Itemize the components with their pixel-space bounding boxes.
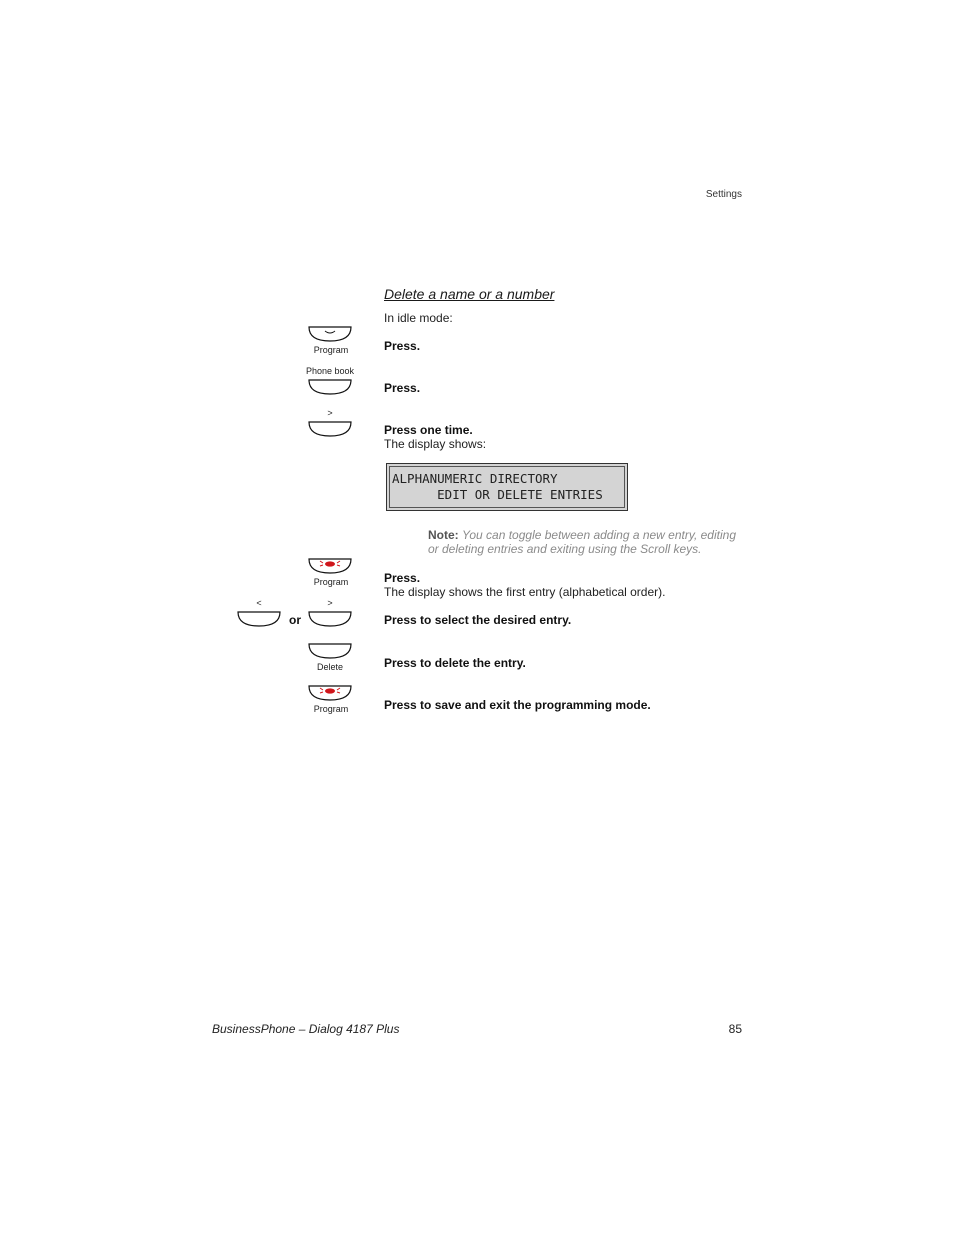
step-3-text: Press one time. [384,423,473,437]
page-number: 85 [728,1022,742,1036]
section-header: Settings [705,189,742,200]
program-key-label: Program [313,577,349,587]
phone-display [386,463,628,511]
footer-product: BusinessPhone – Dialog 4187 Plus [212,1022,400,1036]
or-label: or [289,613,301,627]
scroll-right-key-label: > [327,408,333,418]
step-6-text: Press to delete the entry. [384,656,526,670]
note [428,528,748,556]
display-line-2: EDIT OR DELETE ENTRIES [392,487,603,502]
note-text: You can toggle between adding a new entry, editing or deleting entries and exiting using the Scroll keys. [428,528,736,556]
program-key-label: Program [313,704,349,714]
step-4-text: Press. [384,571,421,585]
display-line-1: ALPHANUMERIC DIRECTORY [392,471,558,486]
program-key-led-icon[interactable] [308,558,352,574]
scroll-left-key-icon[interactable] [237,611,281,627]
phone-book-key-icon[interactable] [308,379,352,395]
note-label: Note: [428,528,459,542]
step-3-subtext: The display shows: [384,437,487,451]
step-7-text: Press to save and exit the programming mode. [384,698,651,712]
program-key-icon[interactable] [308,326,352,342]
step-4-subtext: The display shows the first entry (alphabetical order). [384,585,666,599]
scroll-right-key-icon[interactable] [308,421,352,437]
delete-key-label: Delete [316,662,343,672]
step-1-text: Press. [384,339,421,353]
scroll-left-key-label: < [256,598,262,608]
delete-key-icon[interactable] [308,643,352,659]
phone-book-key-label: Phone book [305,366,355,376]
scroll-right-key-label: > [327,598,333,608]
scroll-right-key-icon[interactable] [308,611,352,627]
program-key-label: Program [313,345,349,355]
intro-text: In idle mode: [384,311,453,325]
step-2-text: Press. [384,381,421,395]
step-5-text: Press to select the desired entry. [384,613,572,627]
section-title: Delete a name or a number [384,286,555,302]
program-key-led-icon[interactable] [308,685,352,701]
